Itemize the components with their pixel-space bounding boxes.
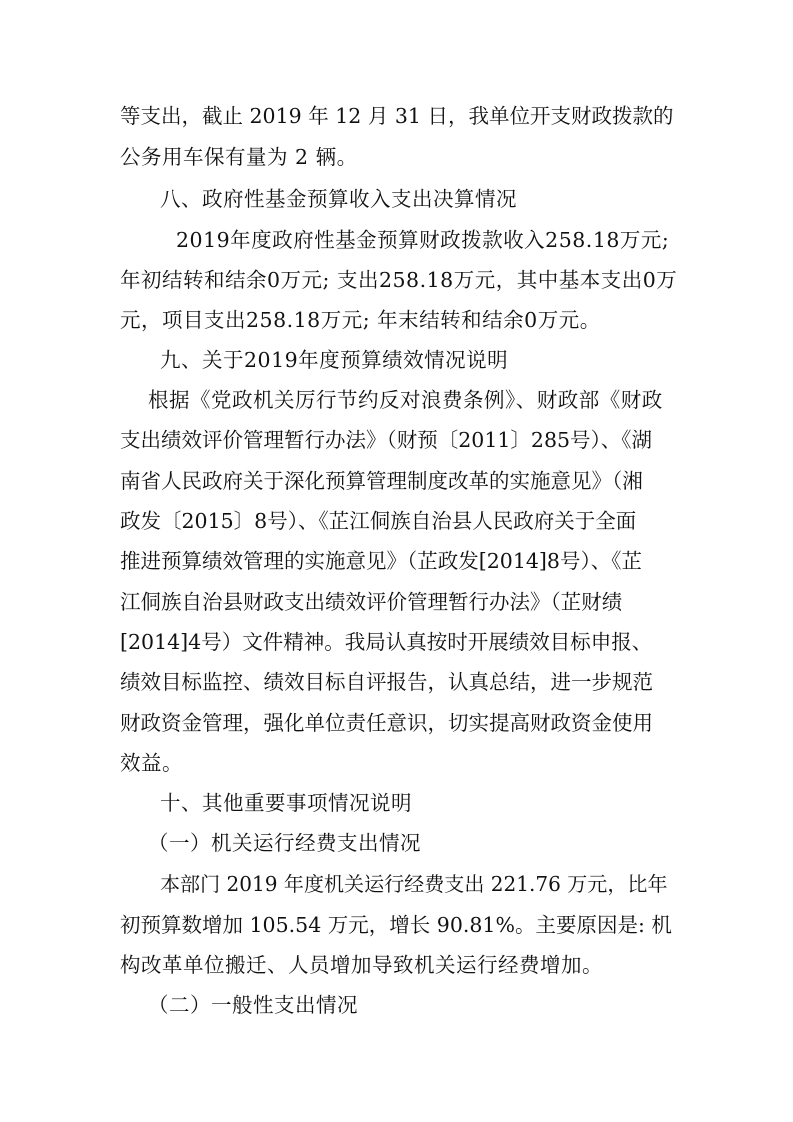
section-heading-9: 九、关于2019年度预算绩效情况说明 xyxy=(160,348,509,372)
subsection-heading-1: （一）机关运行经费支出情况 xyxy=(148,831,421,855)
paragraph-line: 元，项目支出258.18万元; 年末结转和结余0万元。 xyxy=(120,308,601,332)
line-text: 江侗族自治县财政支出绩效评价管理暂行办法》（芷财绩 xyxy=(120,590,623,614)
paragraph-line: 根据《党政机关厉行节约反对浪费条例》、财政部《财政 xyxy=(148,388,663,412)
line-text: 财政资金管理，强化单位责任意识，切实提高财政资金使用 xyxy=(120,711,653,735)
paragraph-line: 效益。 xyxy=(120,751,183,775)
section-heading-8: 八、政府性基金预算收入支出决算情况 xyxy=(160,187,517,211)
line-text: 本部门 2019 年度机关运行经费支出 221.76 万元，比年 xyxy=(160,872,668,896)
paragraph-line: 年初结转和结余0万元; 支出258.18万元，其中基本支出0万 xyxy=(120,268,678,292)
paragraph-line xyxy=(160,870,673,898)
section-heading-10: 十、其他重要事项情况说明 xyxy=(160,791,412,815)
line-text: 初预算数增加 105.54 万元，增长 90.81%。主要原因是: 机 xyxy=(120,913,672,937)
paragraph-line xyxy=(120,668,673,696)
paragraph-line xyxy=(120,426,673,454)
paragraph-line: 公务用车保有量为 2 辆。 xyxy=(120,145,358,169)
paragraph-line: 构改革单位搬迁、人员增加导致机关运行经费增加。 xyxy=(120,953,603,977)
subsection-heading-2: （二）一般性支出情况 xyxy=(148,993,358,1017)
paragraph-line xyxy=(120,911,673,939)
line-text: 推进预算绩效管理的实施意见》（芷政发[2014]8号）、《芷 xyxy=(120,549,642,573)
line-text: [2014]4号）文件精神。我局认真按时开展绩效目标申报、 xyxy=(120,630,653,654)
paragraph-line xyxy=(120,102,673,130)
line-text: 等支出，截止 2019 年 12 月 31 日，我单位开支财政拨款的 xyxy=(120,104,674,128)
line-text: 支出绩效评价管理暂行办法》（财预〔2011〕285号）、《湖 xyxy=(120,428,653,452)
line-text: 政发〔2015〕8号）、《芷江侗族自治县人民政府关于全面 xyxy=(120,509,637,533)
line-text: 南省人民政府关于深化预算管理制度改革的实施意见》（湘 xyxy=(120,469,643,493)
paragraph-line xyxy=(120,467,673,495)
paragraph-line xyxy=(120,507,673,535)
paragraph-line xyxy=(120,709,673,737)
paragraph-line xyxy=(120,547,673,575)
paragraph-line xyxy=(120,588,673,616)
paragraph-line xyxy=(120,628,673,656)
line-text: 绩效目标监控、绩效目标自评报告，认真总结，进一步规范 xyxy=(120,670,653,694)
paragraph-line: 2019年度政府性基金预算财政拨款收入258.18万元; xyxy=(176,228,670,252)
